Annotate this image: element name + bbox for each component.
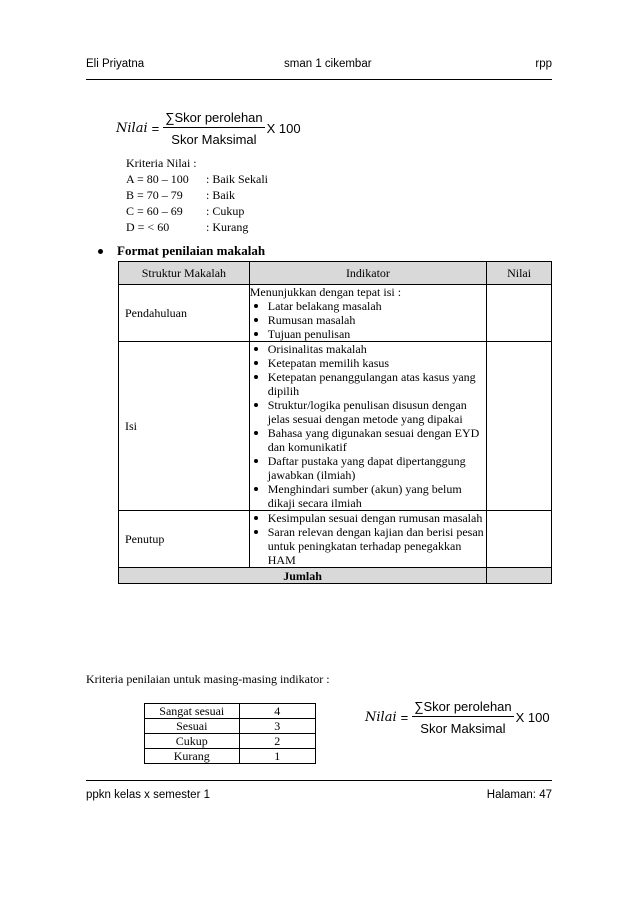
grade-label: : Kurang (206, 220, 249, 234)
indikator-cell (249, 285, 486, 342)
header-author: Eli Priyatna (86, 58, 145, 70)
column-header-indikator: Indikator (249, 262, 486, 285)
indikator-list (250, 299, 486, 341)
header-divider (86, 79, 552, 80)
grade-row (126, 203, 268, 219)
score-label: Cukup (145, 734, 240, 749)
score-formula (116, 110, 301, 147)
formula-denominator: Skor Maksimal (420, 721, 506, 736)
list-item: Tujuan penulisan (250, 327, 486, 341)
indikator-cell (249, 511, 486, 568)
section-title (98, 243, 265, 259)
formula-equals: = (400, 710, 409, 725)
grade-range: A = 80 – 100 (126, 172, 189, 186)
grade-row (126, 171, 268, 187)
table-row (145, 749, 316, 764)
section-title-text: Format penilaian makalah (117, 243, 266, 258)
struktur-cell: Isi (119, 342, 250, 511)
footer-divider (86, 780, 552, 781)
grade-range: D = < 60 (126, 220, 170, 234)
table-row (119, 342, 552, 511)
nilai-cell (487, 285, 552, 342)
column-header-nilai: Nilai (487, 262, 552, 285)
score-value: 3 (239, 719, 315, 734)
formula-numerator: ∑Skor perolehan (163, 110, 264, 128)
grade-criteria (126, 155, 268, 235)
formula-lhs: Nilai (365, 710, 397, 725)
indikator-list (250, 342, 486, 510)
formula-denominator: Skor Maksimal (171, 132, 257, 147)
list-item: Struktur/logika penulisan disusun dengan jelas sesuai dengan metode yang dipakai (250, 398, 486, 426)
formula-equals: = (151, 121, 160, 136)
list-item: Menghindari sumber (akun) yang belum dikaji secara ilmiah (250, 482, 486, 510)
list-item: Daftar pustaka yang dapat dipertanggung jawabkan (ilmiah) (250, 454, 486, 482)
header-doc-type: rpp (535, 58, 552, 70)
grade-label: : Baik Sekali (206, 172, 268, 186)
list-item: Rumusan masalah (250, 313, 486, 327)
column-header-struktur: Struktur Makalah (119, 262, 250, 285)
total-row (119, 568, 552, 584)
bullet-icon (98, 249, 103, 254)
indikator-intro: Menunjukkan dengan tepat isi : (249, 285, 402, 299)
table-row (145, 719, 316, 734)
nilai-cell (487, 511, 552, 568)
grade-criteria-title: Kriteria Nilai : (126, 156, 197, 170)
score-value: 2 (239, 734, 315, 749)
table-row (119, 285, 552, 342)
score-label: Kurang (145, 749, 240, 764)
score-value: 1 (239, 749, 315, 764)
formula-fraction (412, 699, 513, 736)
list-item: Saran relevan dengan kajian dan berisi pesan untuk peningkatan terhadap penegakkan HAM (250, 525, 486, 567)
formula-fraction (163, 110, 264, 147)
formula-multiplier: X 100 (515, 710, 550, 725)
score-label: Sangat sesuai (145, 704, 240, 719)
grade-label: : Baik (206, 188, 235, 202)
grade-row (126, 187, 268, 203)
nilai-cell (487, 342, 552, 511)
footer-course: ppkn kelas x semester 1 (86, 789, 211, 801)
header-school: sman 1 cikembar (284, 58, 372, 70)
total-label: Jumlah (119, 568, 487, 584)
score-table (144, 703, 316, 764)
indikator-cell (249, 342, 486, 511)
score-value: 4 (239, 704, 315, 719)
formula-lhs: Nilai (116, 121, 148, 136)
struktur-cell: Penutup (119, 511, 250, 568)
list-item: Bahasa yang digunakan sesuai dengan EYD dan komunikatif (250, 426, 486, 454)
table-header-row (119, 262, 552, 285)
list-item: Latar belakang masalah (250, 299, 486, 313)
table-row (145, 734, 316, 749)
score-label: Sesuai (145, 719, 240, 734)
total-value (487, 568, 552, 584)
assessment-table (118, 261, 552, 584)
grade-range: C = 60 – 69 (126, 204, 183, 218)
table-row (145, 704, 316, 719)
indicator-criteria-label: Kriteria penilaian untuk masing-masing indikator : (86, 672, 330, 686)
table-row (119, 511, 552, 568)
grade-label: : Cukup (206, 204, 245, 218)
formula-numerator: ∑Skor perolehan (412, 699, 513, 717)
list-item: Orisinalitas makalah (250, 342, 486, 356)
struktur-cell: Pendahuluan (119, 285, 250, 342)
grade-row (126, 219, 268, 235)
list-item: Kesimpulan sesuai dengan rumusan masalah (250, 511, 486, 525)
formula-multiplier: X 100 (266, 121, 301, 136)
score-formula-bottom (365, 699, 550, 736)
grade-range: B = 70 – 79 (126, 188, 183, 202)
indikator-list (250, 511, 486, 567)
list-item: Ketepatan memilih kasus (250, 356, 486, 370)
list-item: Ketepatan penanggulangan atas kasus yang dipilih (250, 370, 486, 398)
footer-page-number: Halaman: 47 (486, 789, 552, 801)
